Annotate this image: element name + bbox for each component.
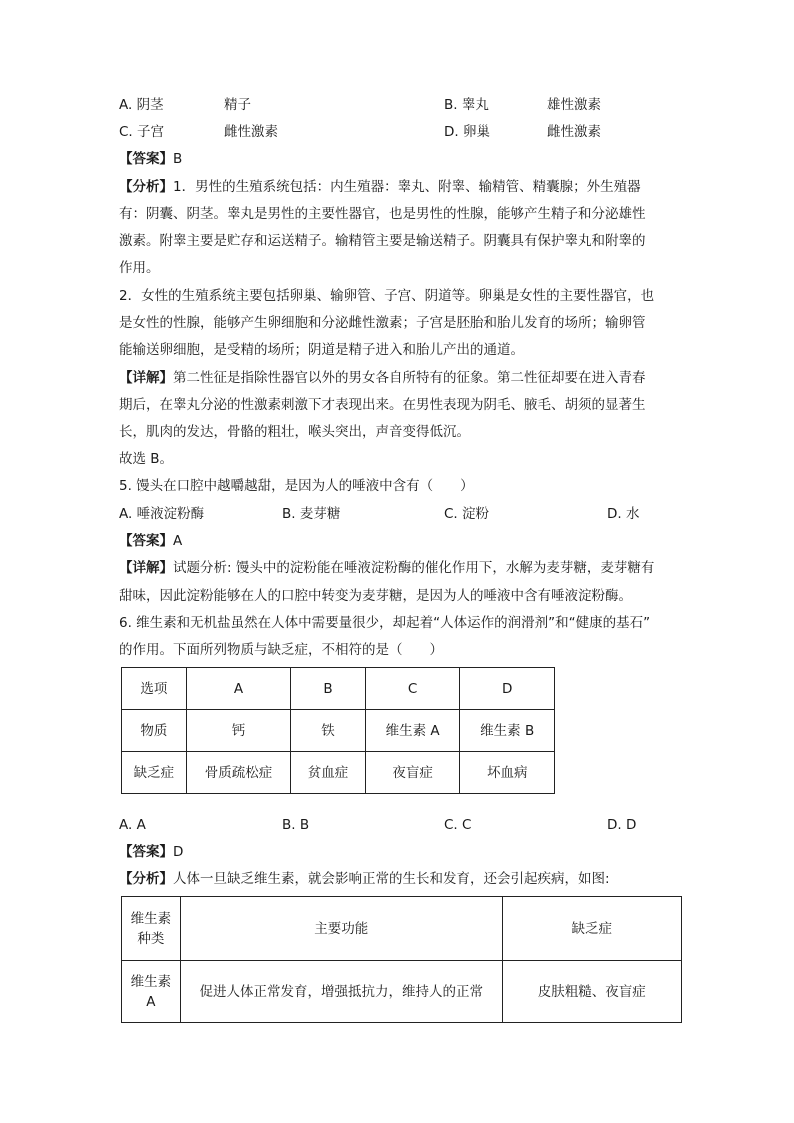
q5-option-a: A. 唾液淀粉酶 — [119, 506, 205, 522]
table-header-cell: 主要功能 — [180, 897, 502, 961]
table-cell: 选项 — [122, 668, 187, 710]
answer-tag: 【答案】 — [119, 844, 173, 860]
table-row — [122, 961, 682, 1023]
q4-answer — [119, 149, 182, 169]
table-row — [122, 897, 682, 961]
q6-analysis-line: 【分析】人体一旦缺乏维生素，就会影响正常的生长和发育，还会引起疾病，如图: — [119, 871, 610, 887]
q4-analysis-line: 【分析】1．男性的生殖系统包括：内生殖器：睾丸、附睾、输精管、精囊腺；外生殖器 — [119, 179, 641, 195]
table-cell: 钙 — [186, 710, 291, 752]
table-cell: 皮肤粗糙、夜盲症 — [502, 961, 681, 1023]
q5-answer — [119, 531, 182, 551]
table-cell: 维生素 B — [460, 710, 555, 752]
q4-option-d-value: 雌性激素 — [547, 124, 601, 140]
q6-answer — [119, 842, 183, 862]
q6-option-b: B. B — [282, 817, 310, 833]
answer-tag: 【答案】 — [119, 533, 173, 549]
q4-detail-line: 期后，在睾丸分泌的性激素刺激下才表现出来。在男性表现为阴毛、腋毛、胡须的显著生 — [119, 397, 646, 413]
table-cell: A — [186, 668, 291, 710]
q5-stem: 5. 馒头在口腔中越嚼越甜，是因为人的唾液中含有（ ） — [119, 478, 474, 494]
q5-detail-line: 【详解】试题分析: 馒头中的淀粉能在唾液淀粉酶的催化作用下，水解为麦芽糖，麦芽糖有 — [119, 560, 655, 576]
table-cell: 骨质疏松症 — [186, 752, 291, 794]
q4-option-a-value: 精子 — [224, 97, 251, 113]
detail-tag: 【详解】 — [119, 370, 173, 386]
detail-tag: 【详解】 — [119, 560, 173, 576]
table-header-cell: 缺乏症 — [502, 897, 681, 961]
q6-option-c: C. C — [444, 817, 472, 833]
answer-tag: 【答案】 — [119, 151, 173, 167]
q6-options-table — [121, 667, 555, 794]
table-cell: 坏血病 — [460, 752, 555, 794]
table-row — [122, 710, 555, 752]
table-cell: 铁 — [291, 710, 366, 752]
q5-option-d: D. 水 — [607, 506, 640, 522]
table-row — [122, 668, 555, 710]
table-cell: 贫血症 — [291, 752, 366, 794]
q4-option-a-label: A. 阴茎 — [119, 97, 164, 113]
q5-detail-line: 甜味，因此淀粉能够在人的口腔中转变为麦芽糖，是因为人的唾液中含有唾液淀粉酶。 — [119, 588, 632, 604]
q4-option-c-value: 雌性激素 — [224, 124, 278, 140]
q4-option-c-label: C. 子宫 — [119, 124, 165, 140]
table-cell: 夜盲症 — [365, 752, 460, 794]
answer-value: B — [173, 151, 183, 167]
q4-analysis-line: 有：阴囊、阴茎。睾丸是男性的主要性器官，也是男性的性腺，能够产生精子和分泌雄性 — [119, 206, 646, 222]
table-row — [122, 752, 555, 794]
vitamin-table — [121, 896, 682, 1023]
q6-stem-line: 6. 维生素和无机盐虽然在人体中需要量很少，却起着“人体运作的润滑剂”和“健康的基石” — [119, 615, 651, 631]
q4-detail-line: 长，肌肉的发达，骨骼的粗壮，喉头突出，声音变得低沉。 — [119, 424, 470, 440]
table-cell: B — [291, 668, 366, 710]
table-cell: C — [365, 668, 460, 710]
table-cell: 促进人体正常发育，增强抵抗力，维持人的正常 — [180, 961, 502, 1023]
analysis-tag: 【分析】 — [119, 871, 173, 887]
q4-option-b-label: B. 睾丸 — [444, 97, 489, 113]
table-cell: D — [460, 668, 555, 710]
q5-option-c: C. 淀粉 — [444, 506, 490, 522]
q6-option-a: A. A — [119, 817, 146, 833]
q4-option-d-label: D. 卵巢 — [444, 124, 490, 140]
q4-analysis-line: 作用。 — [119, 260, 160, 276]
table-cell: 维生素 A — [365, 710, 460, 752]
table-cell: 维生素 A — [122, 961, 181, 1023]
table-cell: 缺乏症 — [122, 752, 187, 794]
q6-stem-line: 的作用。下面所列物质与缺乏症，不相符的是（ ） — [119, 642, 443, 658]
answer-value: A — [173, 533, 183, 549]
q4-analysis-line: 激素。附睾主要是贮存和运送精子。输精管主要是输送精子。阴囊具有保护睾丸和附睾的 — [119, 233, 646, 249]
q5-option-b: B. 麦芽糖 — [282, 506, 341, 522]
q4-analysis-line: 能输送卵细胞，是受精的场所；阴道是精子进入和胎儿产出的通道。 — [119, 342, 524, 358]
q4-analysis-line: 2．女性的生殖系统主要包括卵巢、输卵管、子宫、阴道等。卵巢是女性的主要性器官，也 — [119, 288, 655, 304]
table-header-cell: 维生素 种类 — [122, 897, 181, 961]
q4-analysis-line: 是女性的性腺，能够产生卵细胞和分泌雌性激素；子宫是胚胎和胎儿发育的场所；输卵管 — [119, 315, 646, 331]
q6-option-d: D. D — [607, 817, 637, 833]
analysis-tag: 【分析】 — [119, 179, 173, 195]
table-cell: 物质 — [122, 710, 187, 752]
q4-option-b-value: 雄性激素 — [547, 97, 601, 113]
q4-detail-line: 【详解】第二性征是指除性器官以外的男女各自所特有的征象。第二性征却要在进入青春 — [119, 370, 646, 386]
q4-conclusion: 故选 B。 — [119, 451, 174, 467]
answer-value: D — [173, 844, 184, 860]
